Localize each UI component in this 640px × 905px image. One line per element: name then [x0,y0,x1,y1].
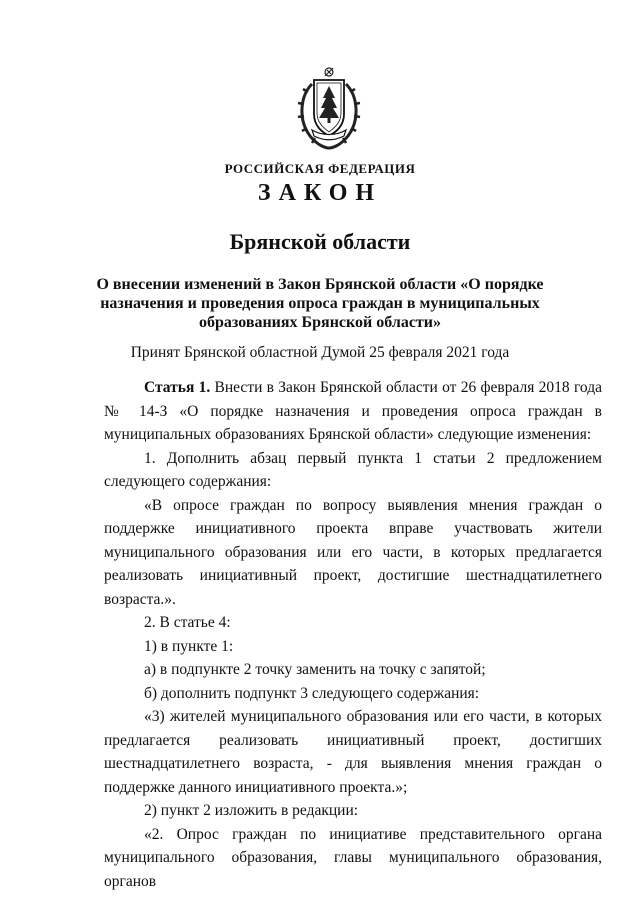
law-body [104,376,602,893]
document-type-heading: ЗАКОН [257,180,383,206]
paragraph-8: 2) пункт 2 изложить в редакции: [144,802,359,819]
paragraph-4: 1) в пункте 1: [144,637,234,655]
paragraph-6: б) дополнить подпункт 3 следующего содержания: [144,684,480,702]
law-subject-title: О внесении изменений в Закон Брянской области «О порядке назначения и проведения опроса граждан в муниципальных образованиях Брянской области» [96,276,544,331]
region-heading: Брянской области [229,229,411,254]
country-heading: РОССИЙСКАЯ ФЕДЕРАЦИЯ [224,161,416,176]
paragraph-9: «2. Опрос граждан по инициативе представительного органа муниципального образования, главы муниципального образования, органов [104,825,602,890]
paragraph-1: 1. Дополнить абзац первый пункта 1 статьи 2 предложением следующего содержания: [104,449,602,490]
article-intro: Внести в Закон Брянской области от 26 февраля 2018 года № 14-З «О порядке назначения и проведения опроса граждан в муниципальных образованиях Брянской области» следующие изменения: [104,379,602,443]
paragraph-3: 2. В статье 4: [144,614,231,631]
paragraph-5: а) в подпункте 2 точку заменить на точку с запятой; [144,661,486,678]
paragraph-7: «3) жителей муниципального образования или его части, в которых предлагается реализовать инициативный проект, достигших шестнадцатилетнего возраста, - для выявления мнения граждан о поддержке данного инициативного проекта.»; [104,708,602,796]
article-label: Статья 1. [144,379,211,396]
adoption-line: Принят Брянской областной Думой 25 февраля 2021 года [130,344,510,361]
article-1-paragraph [104,376,602,447]
paragraph-2: «В опросе граждан по вопросу выявления мнения граждан о поддержке инициативного проекта вправе участвовать жители муниципального образования или его части, в которых предлагается реализовать инициативный проект, достигшие шестнадцатилетнего возраста.». [104,496,602,608]
coat-of-arms-icon [288,62,370,152]
